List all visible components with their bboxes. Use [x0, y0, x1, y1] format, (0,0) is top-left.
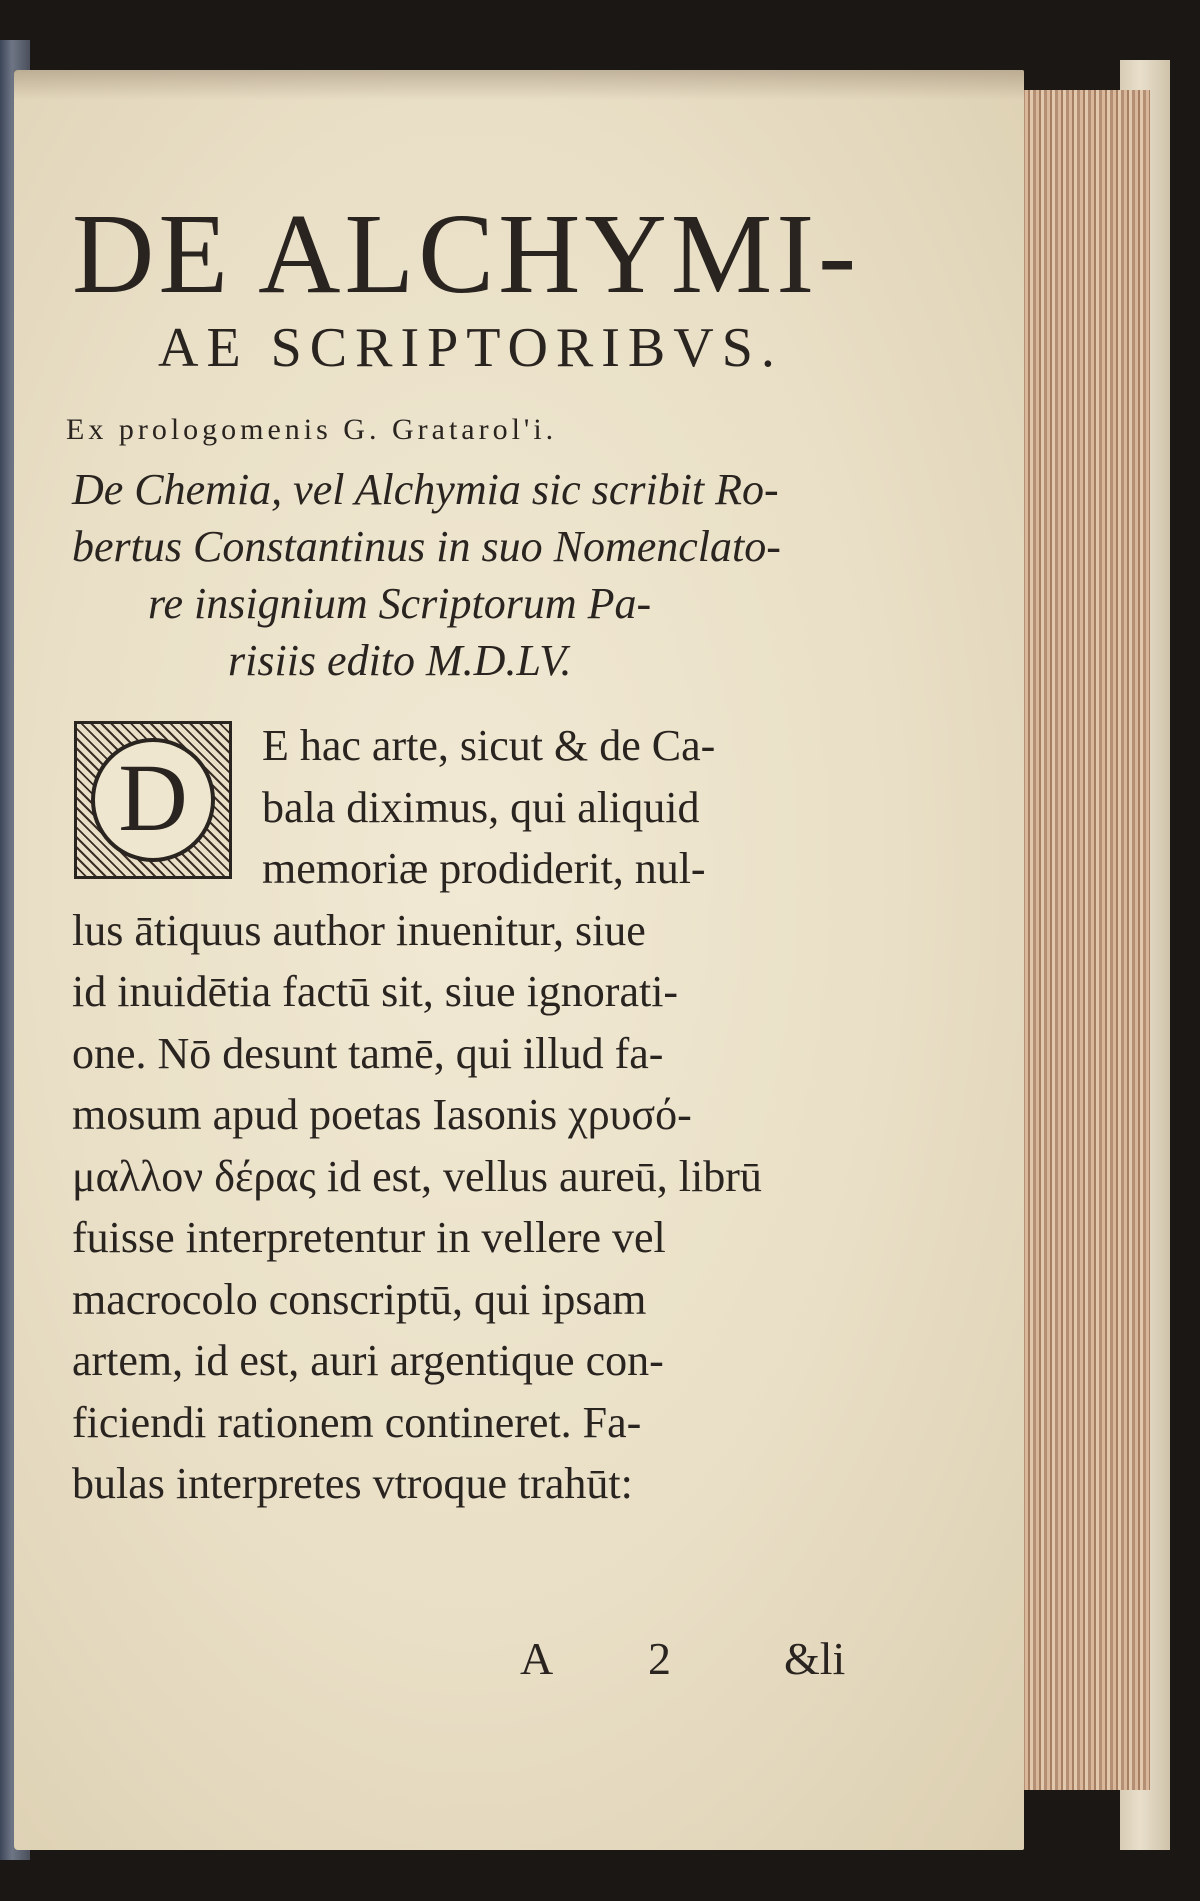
- page-text: [60, 190, 940, 1515]
- body-line: macrocolo conscriptū, qui ipsam: [72, 1274, 647, 1324]
- intro-line: bertus Constantinus in suo Nomenclato-: [72, 522, 781, 571]
- body-line: one. Nō desunt tamē, qui illud fa-: [72, 1028, 664, 1078]
- body-line: memoriæ prodiderit, nul-: [262, 844, 706, 893]
- body-line: bulas interpretes vtroque trahūt:: [72, 1459, 633, 1508]
- title-line-1: DE ALCHYMI-: [72, 190, 861, 317]
- body-line: ficiendi rationem contineret. Fa-: [72, 1397, 642, 1447]
- body-line: μαλλον δέρας id est, vellus aureū, librū: [72, 1151, 762, 1201]
- initial-letter: D: [91, 738, 215, 862]
- intro-line: risiis edito M.D.LV.: [228, 636, 572, 685]
- catchword: &li: [784, 1633, 846, 1684]
- signature-mark: A: [520, 1633, 554, 1684]
- body-line: bala diximus, qui aliquid: [262, 782, 700, 832]
- body-line: lus ātiquus author inuenitur, siue: [72, 905, 646, 955]
- page-shadow: [14, 70, 1024, 100]
- body-line: E hac arte, sicut & de Ca-: [262, 721, 716, 770]
- body-text: [60, 715, 940, 1515]
- body-line: id inuidētia factū sit, siue ignorati-: [72, 967, 679, 1016]
- decorated-initial: [74, 721, 232, 879]
- body-line: fuisse interpretentur in vellere vel: [72, 1213, 666, 1262]
- intro-line: re insignium Scriptorum Pa-: [148, 579, 652, 628]
- page-number: 2: [648, 1633, 671, 1684]
- body-line: artem, id est, auri argentique con-: [72, 1336, 664, 1385]
- title-line-2: AE SCRIPTORIBVS.: [158, 317, 783, 379]
- subtitle: Ex prologomenis G. Gratarol'i.: [66, 413, 558, 446]
- intro-line: De Chemia, vel Alchymia sic scribit Ro-: [72, 465, 779, 514]
- body-line: mosum apud poetas Iasonis χρυσό-: [72, 1090, 692, 1139]
